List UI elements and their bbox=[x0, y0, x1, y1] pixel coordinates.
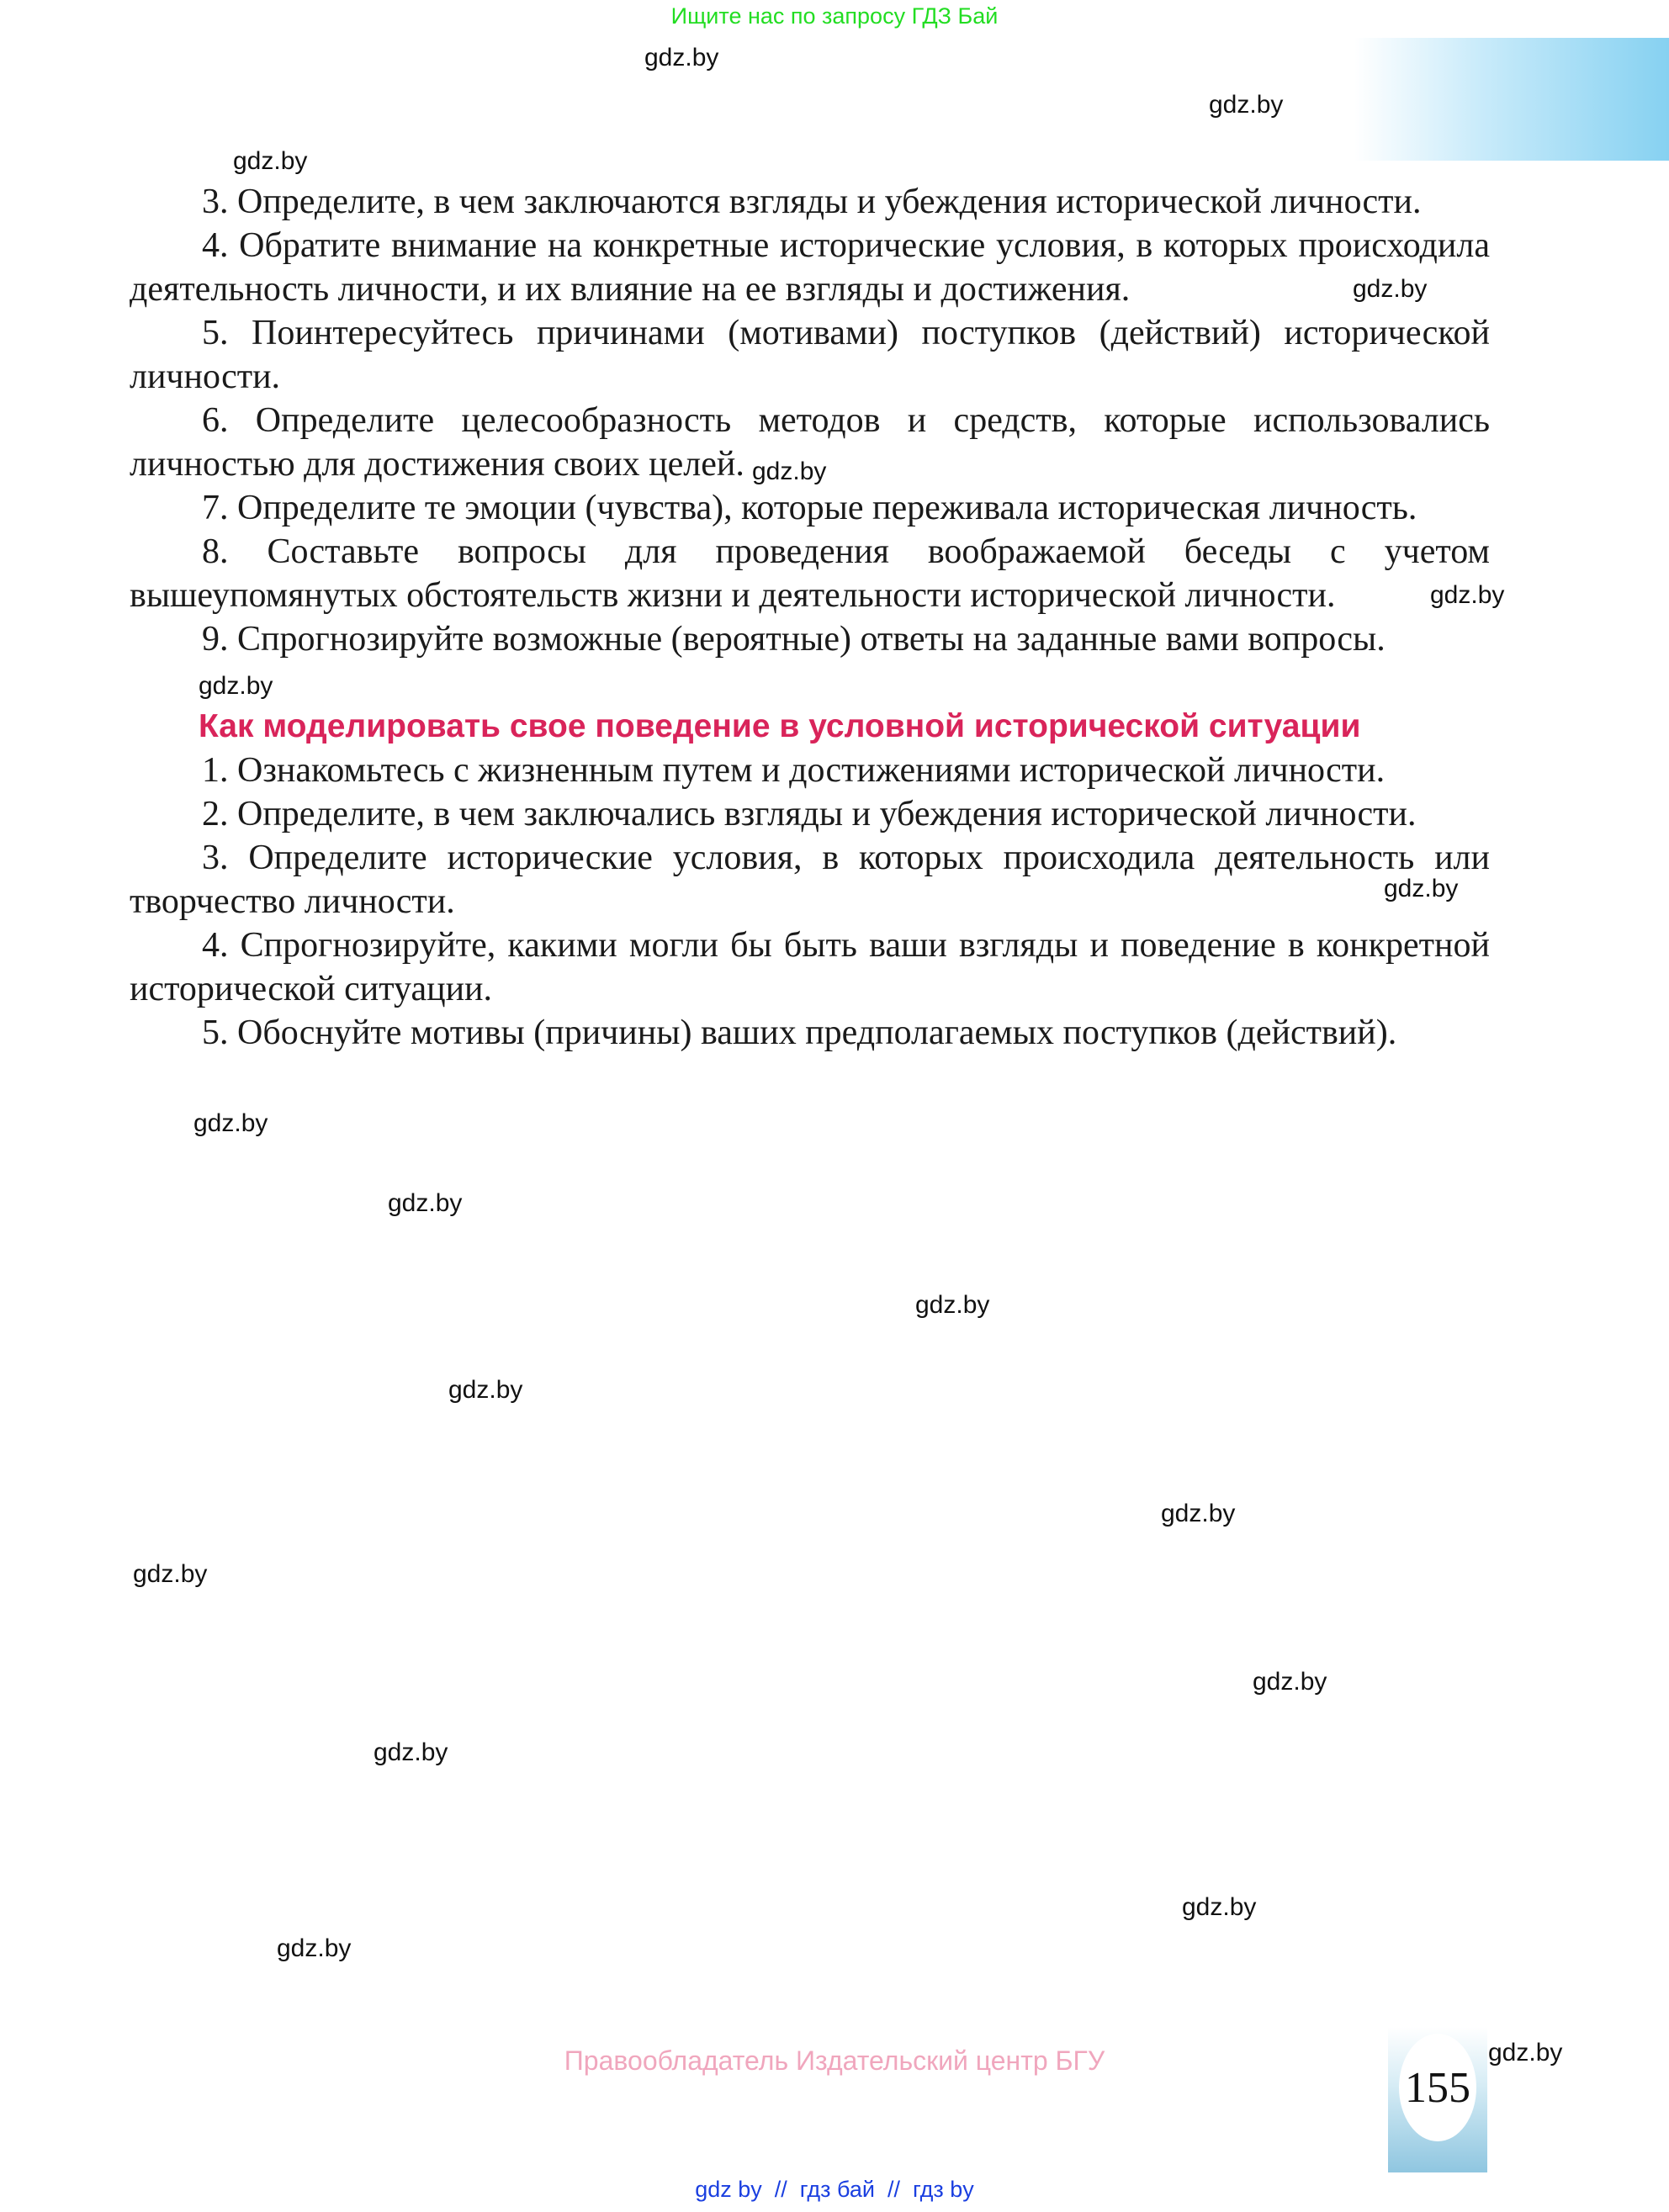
watermark: gdz.by bbox=[199, 672, 273, 700]
list-item: 3. Определите, в чем заключаются взгляды и убеждения исторической личности. bbox=[202, 183, 1422, 221]
watermark: gdz.by bbox=[752, 458, 827, 485]
page-number: 155 bbox=[1399, 2034, 1476, 2141]
watermark: gdz.by bbox=[1353, 275, 1428, 303]
watermark: gdz.by bbox=[277, 1934, 352, 1962]
watermark: gdz.by bbox=[644, 44, 719, 71]
section-heading: Как моделировать свое поведение в условной исторической ситуации bbox=[199, 708, 1361, 744]
list-item: 1. Ознакомьтесь с жизненным путем и достижениями исторической личности. bbox=[202, 751, 1386, 790]
list-item: 8. Составьте вопросы для проведения воображаемой беседы с учетом вышеупомянутых обстоятельств жизни и деятельности исторической личности. bbox=[130, 532, 1490, 615]
list-item: 3. Определите исторические условия, в которых происходила деятельность или творчество личности. bbox=[130, 839, 1490, 921]
list-item: 5. Обоснуйте мотивы (причины) ваших предполагаемых поступков (действий). bbox=[202, 1013, 1397, 1052]
watermark: gdz.by bbox=[1488, 2039, 1563, 2066]
list-item: 4. Спрогнозируйте, какими могли бы быть ваши взгляды и поведение в конкретной исторической ситуации. bbox=[130, 926, 1490, 1008]
watermark: gdz.by bbox=[1161, 1500, 1236, 1527]
list-item: 7. Определите те эмоции (чувства), которые переживала историческая личность. bbox=[202, 489, 1417, 527]
watermark: gdz.by bbox=[1384, 875, 1459, 902]
page-body bbox=[130, 180, 1490, 1055]
watermark: gdz.by bbox=[448, 1376, 523, 1404]
watermark: gdz.by bbox=[1430, 581, 1505, 609]
watermark: gdz.by bbox=[1182, 1893, 1257, 1921]
list-item: 5. Поинтересуйтесь причинами (мотивами) поступков (действий) исторической личности. bbox=[130, 314, 1490, 396]
copyright-notice: Правообладатель Издательский центр БГУ bbox=[564, 2045, 1105, 2076]
list-item: 9. Спрогнозируйте возможные (вероятные) ответы на заданные вами вопросы. bbox=[202, 620, 1386, 659]
watermark: gdz.by bbox=[915, 1291, 990, 1319]
list-item: 2. Определите, в чем заключались взгляды и убеждения исторической личности. bbox=[202, 795, 1417, 833]
watermark: gdz.by bbox=[233, 147, 308, 175]
watermark: gdz.by bbox=[133, 1560, 208, 1588]
search-banner: Ищите нас по запросу ГДЗ Бай bbox=[670, 3, 999, 29]
list-item: 4. Обратите внимание на конкретные исторические условия, в которых происходила деятельность личности, и их влияние на ее взгляды и достижения. bbox=[130, 226, 1490, 309]
watermark: gdz.by bbox=[1253, 1668, 1327, 1696]
watermark: gdz.by bbox=[1209, 91, 1284, 119]
watermark: gdz.by bbox=[193, 1109, 268, 1137]
footer-links: gdz by // гдз бай // гдз by bbox=[695, 2177, 974, 2202]
list-item: 6. Определите целесообразность методов и средств, которые использовались личностью для достижения своих целей. bbox=[130, 401, 1490, 484]
watermark: gdz.by bbox=[374, 1738, 448, 1766]
watermark: gdz.by bbox=[388, 1189, 463, 1217]
corner-decoration bbox=[1354, 38, 1669, 161]
